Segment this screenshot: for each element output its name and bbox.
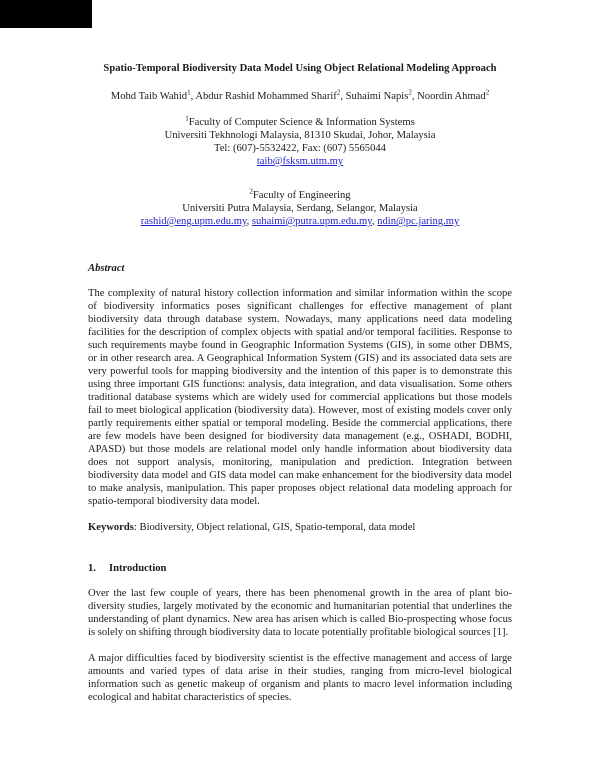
affiliation-1	[88, 116, 512, 168]
affiliation-2	[88, 189, 512, 228]
keywords-list: : Biodiversity, Object relational, GIS, Spatio-temporal, data model	[133, 522, 416, 533]
paper-title: Spatio-Temporal Biodiversity Data Model Using Object Relational Modeling Approach	[103, 63, 497, 74]
author-line	[88, 90, 512, 103]
author-affil-ref: 2	[408, 88, 412, 97]
introduction-paragraph: Over the last few couple of years, there has been phenomenal growth in the area of plant bio-diversity studies, largely motivated by the economic and humanitarian potential that underlines the understanding of plant dynamics. New area has arisen which is called Bio-prospecting whose focus is solely on shifting through biodiversity data to locate potentially profitable biological sources [1].	[88, 588, 512, 638]
author-separator: ,	[340, 91, 346, 102]
affiliation-1-department: $^1$Faculty of Computer Science & Information Systems	[185, 114, 415, 128]
keywords-label: Keywords	[88, 522, 134, 533]
section-title: Introduction	[108, 563, 167, 574]
email-link[interactable]: rashid@eng.upm.edu.my	[140, 216, 247, 227]
abstract-heading: Abstract	[88, 263, 125, 274]
affiliation-1-email-line	[88, 155, 512, 168]
author-name: Noordin Ahmad	[417, 91, 486, 102]
author-separator: ,	[411, 91, 418, 102]
section-number: 1.	[88, 563, 96, 574]
author-affil-ref: 2	[336, 88, 341, 97]
email-link[interactable]: ndin@pc.jaring.my	[377, 216, 460, 227]
author-separator: ,	[190, 91, 196, 102]
affiliation-1-contact: Tel: (607)-5532422, Fax: (607) 5565044	[214, 143, 386, 154]
email-separator: ,	[246, 216, 252, 227]
author-affil-ref: 2	[485, 88, 490, 97]
keywords-line	[88, 521, 512, 534]
email-link[interactable]: taib@fsksm.utm.my	[256, 156, 344, 167]
email-link[interactable]: suhaimi@putra.upm.edu.my	[251, 216, 372, 227]
author-affil-ref: 1	[187, 88, 191, 97]
affiliation-2-email-line	[88, 215, 512, 228]
introduction-paragraph: A major difficulties faced by biodiversity scientist is the effective management and access of large amounts and varied types of data arise in their studies, ranging from micro-level biological information such as genetic makeup of organism and plants to macro level information including ecological and habitat characteristics of species.	[88, 653, 512, 703]
affiliation-2-university: Universiti Putra Malaysia, Serdang, Selangor, Malaysia	[182, 203, 418, 214]
affiliation-1-marker: 1	[185, 114, 189, 123]
author-name: Abdur Rashid Mohammed Sharif	[195, 91, 337, 102]
affiliation-2-marker: 2	[249, 187, 253, 196]
author-name: Mohd Taib Wahid	[110, 91, 188, 102]
affiliation-2-department: $^2$Faculty of Engineering	[249, 187, 351, 201]
scan-artifact-mark	[0, 0, 92, 28]
abstract-text: The complexity of natural history collection information and similar information within the scope of biodiversity informatics poses significant challenges for effective management of plant biodiversity data through database system. Nowadays, many applications need data modeling facilities for the description of complex objects with spatial and/or temporal facilities. Response to such requirements maybe found in Geographic Information Systems (GIS), in some other DBMS, or in other research area. A Geographical Information System (GIS) and its associated data sets are very powerful tools for mapping biodiversity and the intention of this paper is to demonstrate this using three important GIS functions: analysis, data integration, and data visualisation. Some others traditional database systems which are widely used for commercial applications but those models fail to meet biological application (biodiversity data). However, most of existing models cover only partly requirements either spatial or temporal modeling. Beside the commercial applications, there are few models have been designed for biodiversity data management (e.g., OSHADI, BODHI, APASD) but those models are relational model only handle information about biodiversity data does not support analysis, monitoring, manipulation and prediction. Integration between biodiversity data model and GIS data model can make enhancement for the biodiversity data model to make analysis, manipulation. This paper proposes object relational data modeling approach for spatio-temporal biodiversity data model.	[88, 288, 512, 507]
email-separator: ,	[371, 216, 378, 227]
affiliation-1-university: Universiti Tekhnologi Malaysia, 81310 Skudai, Johor, Malaysia	[164, 130, 436, 141]
section-heading-introduction	[88, 562, 512, 575]
author-name: Suhaimi Napis	[345, 91, 409, 102]
